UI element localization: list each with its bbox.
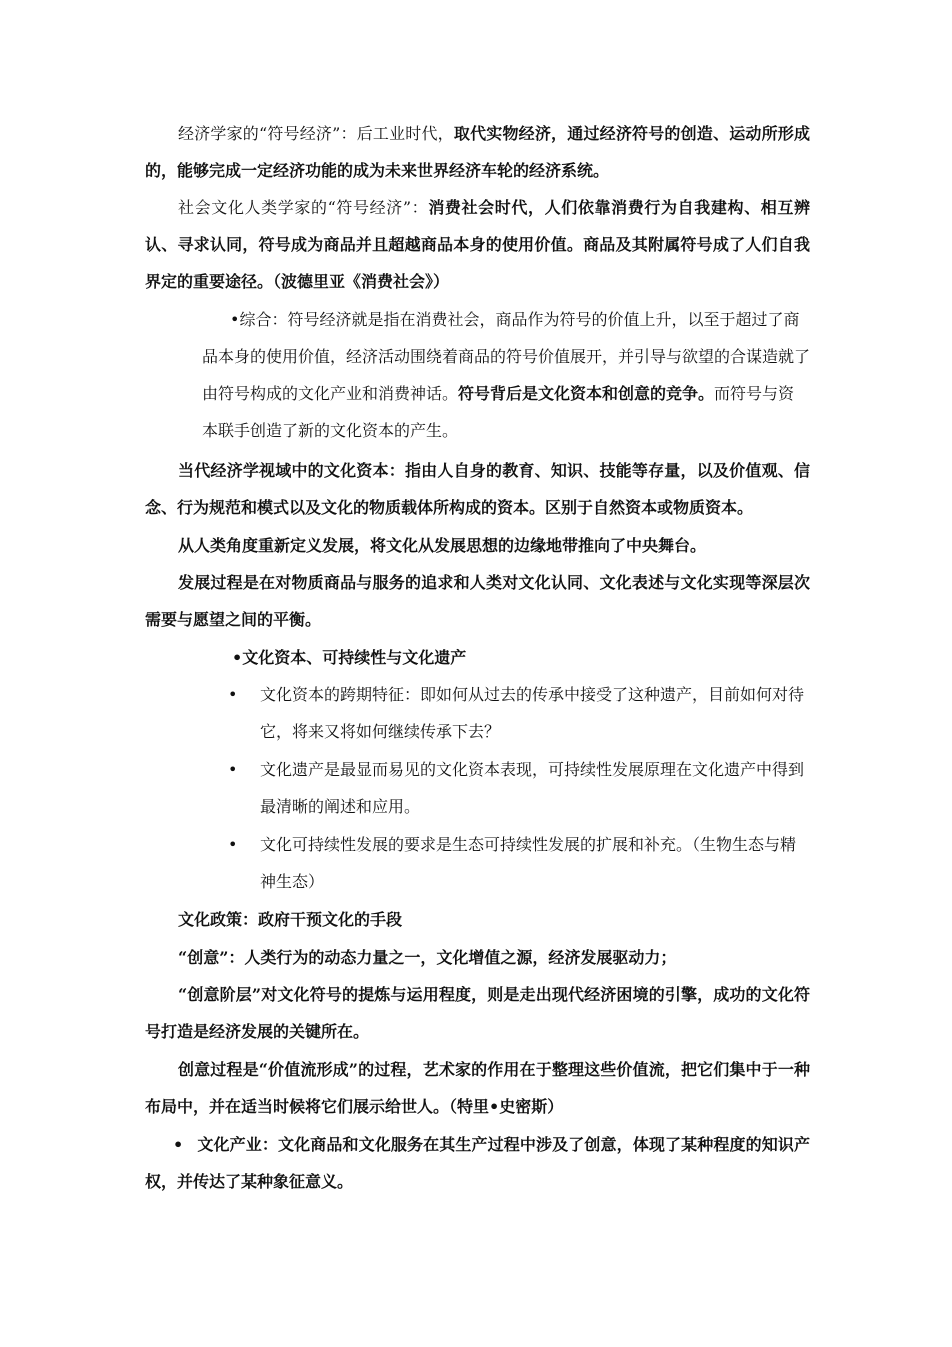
paragraph-lead: 经济学家的“符号经济”：后工业时代，	[178, 124, 454, 143]
paragraph-emphasis: 符号背后是文化资本和创意的竞争。	[458, 384, 715, 403]
paragraph-text: 文化产业：文化商品和文化服务在其生产过程中涉及了创意，体现了某种程度的知识产权，并传达了某种象征意义。	[145, 1135, 810, 1191]
list-item-text: 文化可持续性发展的要求是生态可持续性发展的扩展和补充。（生物生态与精神生态）	[260, 835, 797, 891]
paragraph-lead: •综合：符号经济就是指在消费社会，商品作为符号的价值上升，以至于超过了商品本身的使用价值，经济活动围绕着商品的符号价值展开，并引导与欲望的合谋造就了由符号构成的文化产业和消费神话。	[202, 310, 811, 403]
paragraph-creativity: “创意”：人类行为的动态力量之一，文化增值之源，经济发展驱动力；	[178, 948, 677, 967]
list-item	[228, 676, 810, 750]
bullet-icon: •	[228, 835, 238, 854]
paragraph-redefine-development: 从人类角度重新定义发展，将文化从发展思想的边缘地带推向了中央舞台。	[178, 536, 707, 555]
list-item	[228, 826, 810, 900]
paragraph-emphasis: 消费社会时代，人们依靠消费行为自我建构、相互辨认、寻求认同，符号成为商品并且超越商品本身的使用价值。商品及其附属符号成了人们自我界定的重要途径。（波德里亚《消费社会》）	[145, 198, 810, 291]
paragraph-symbol-economy-economist	[145, 115, 810, 189]
list-item	[228, 751, 810, 825]
paragraph-emphasis: 取代实物经济，通过经济符号的创造、运动所形成的，能够完成一定经济功能的成为未来世界经济车轮的经济系统。	[145, 124, 810, 180]
paragraph-synthesis	[202, 301, 810, 449]
paragraph-tail: 而符号与资本联手创造了新的文化资本的产生。	[202, 384, 795, 440]
bullet-icon: •	[228, 760, 238, 779]
paragraph-creative-class: “创意阶层”对文化符号的提炼与运用程度，则是走出现代经济困境的引擎，成功的文化符号打造是经济发展的关键所在。	[145, 985, 810, 1041]
list-item-text: 文化资本的跨期特征：即如何从过去的传承中接受了这种遗产，目前如何对待它，将来又将如何继续传承下去？	[260, 685, 805, 741]
paragraph-cultural-capital: 当代经济学视域中的文化资本：指由人自身的教育、知识、技能等存量，以及价值观、信念、行为规范和模式以及文化的物质载体所构成的资本。区别于自然资本或物质资本。	[145, 461, 810, 517]
paragraph-symbol-economy-anthropologist	[145, 189, 810, 300]
paragraph-development-balance: 发展过程是在对物质商品与服务的追求和人类对文化认同、文化表述与文化实现等深层次需要与愿望之间的平衡。	[145, 573, 810, 629]
section-topic-heading: •文化资本、可持续性与文化遗产	[232, 648, 467, 667]
paragraph-creative-process: 创意过程是“价值流形成”的过程，艺术家的作用在于整理这些价值流，把它们集中于一种布局中，并在适当时候将它们展示给世人。（特里•史密斯）	[145, 1060, 810, 1116]
paragraph-cultural-industry	[145, 1126, 810, 1200]
paragraph-cultural-policy: 文化政策：政府干预文化的手段	[178, 910, 403, 929]
paragraph-lead: 社会文化人类学家的“符号经济”：	[178, 198, 429, 217]
bullet-icon: •	[228, 685, 238, 704]
list-item-text: 文化遗产是最显而易见的文化资本表现，可持续性发展原理在文化遗产中得到最清晰的阐述和应用。	[260, 760, 805, 816]
bullet-icon: •	[173, 1135, 184, 1154]
